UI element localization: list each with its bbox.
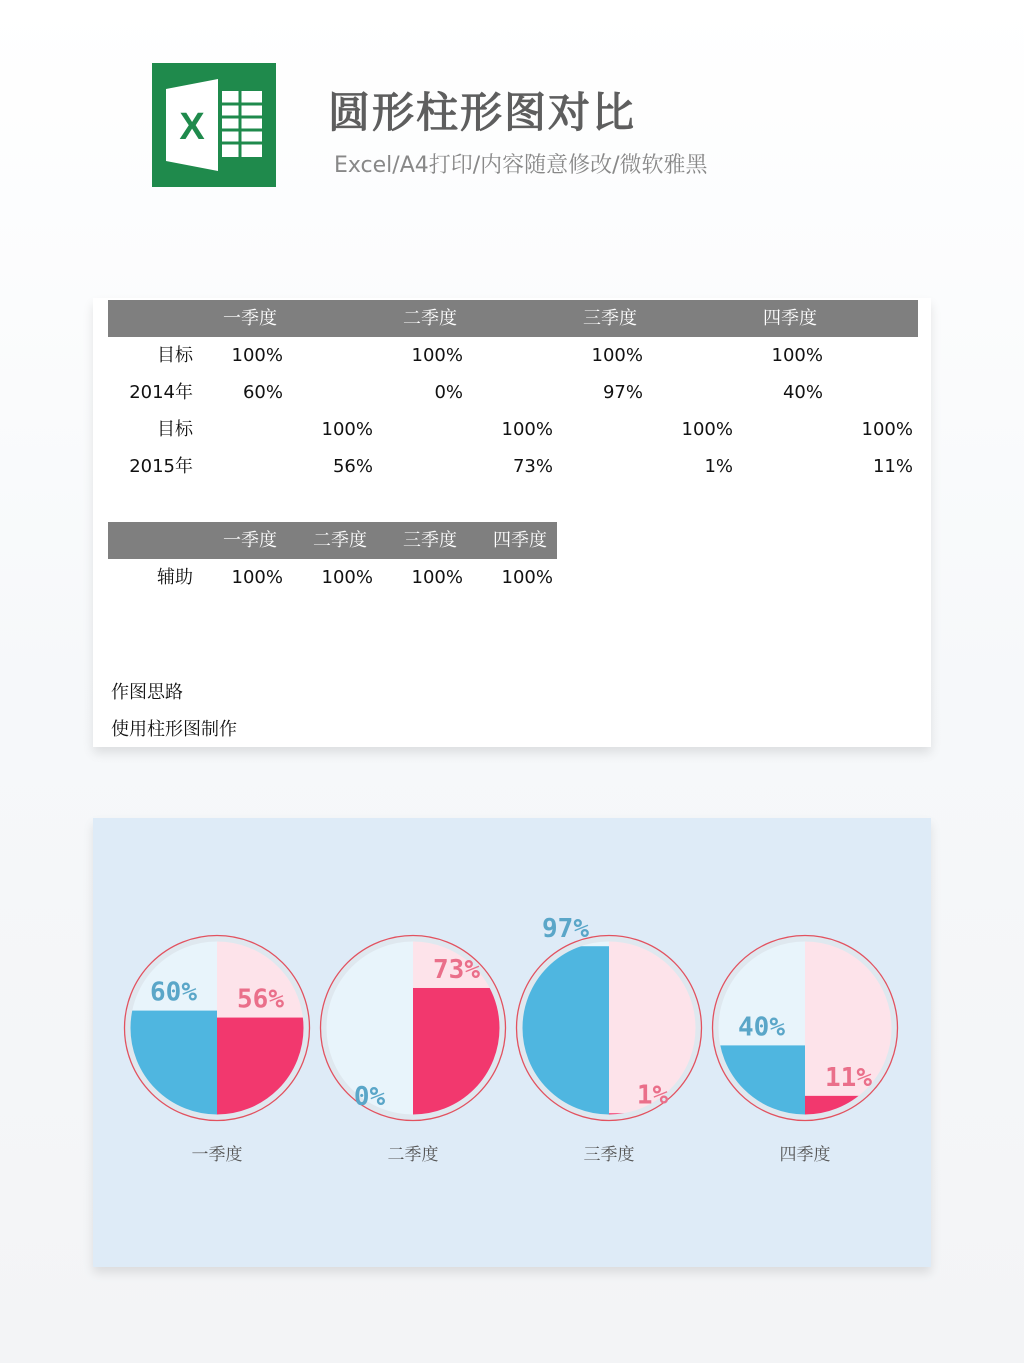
table1-cell[interactable]: 100% <box>231 345 283 366</box>
table1-cell[interactable]: 11% <box>872 456 913 477</box>
table1-header-q2[interactable]: 二季度 <box>403 308 457 329</box>
table1-row-label[interactable]: 目标 <box>157 419 193 440</box>
table1-cell[interactable]: 100% <box>681 419 733 440</box>
table1-cell[interactable]: 100% <box>861 419 913 440</box>
page-title: 圆形柱形图对比 <box>328 88 637 137</box>
data-label-2014: 0% <box>353 1082 386 1112</box>
data-label-2014: 40% <box>738 1012 785 1043</box>
category-label: 三季度 <box>583 1145 635 1165</box>
pie-group-3 <box>522 941 696 1115</box>
table1-cell[interactable]: 100% <box>411 345 463 366</box>
category-label: 四季度 <box>779 1145 831 1165</box>
table1-cell[interactable]: 100% <box>321 419 373 440</box>
notes-text: 使用柱形图制作 <box>111 719 237 740</box>
data-table-card <box>93 298 931 747</box>
table2-cell[interactable]: 100% <box>321 567 373 588</box>
table1-row-label[interactable]: 目标 <box>157 345 193 366</box>
table2-header-q2[interactable]: 二季度 <box>313 530 367 551</box>
table1-cell[interactable]: 100% <box>591 345 643 366</box>
pie-group-1 <box>130 941 304 1115</box>
table1-cell[interactable]: 97% <box>602 382 643 403</box>
table2-cell[interactable]: 100% <box>501 567 553 588</box>
logo-letter: X <box>179 106 205 148</box>
table2-cell[interactable]: 100% <box>411 567 463 588</box>
excel-logo-icon <box>152 63 276 187</box>
table1-cell[interactable]: 0% <box>434 382 463 403</box>
bar-2014[interactable] <box>130 1011 217 1115</box>
data-label-2015: 11% <box>825 1062 872 1093</box>
category-label: 二季度 <box>387 1145 439 1165</box>
bar-2015[interactable] <box>217 1018 304 1115</box>
table1-cell[interactable]: 100% <box>771 345 823 366</box>
data-label-2014: 97% <box>542 914 589 944</box>
page-subtitle: Excel/A4打印/内容随意修改/微软雅黑 <box>334 153 708 178</box>
notes-heading: 作图思路 <box>111 682 183 703</box>
table1-row-label[interactable]: 2015年 <box>129 456 193 477</box>
table1-cell[interactable]: 40% <box>782 382 823 403</box>
table2-header-q3[interactable]: 三季度 <box>403 530 457 551</box>
table1-row-label[interactable]: 2014年 <box>129 382 193 403</box>
table1-cell[interactable]: 73% <box>512 456 553 477</box>
table2-cell[interactable]: 100% <box>231 567 283 588</box>
table1-cell[interactable]: 56% <box>332 456 373 477</box>
data-label-2015: 1% <box>636 1080 669 1111</box>
table1-header-q3[interactable]: 三季度 <box>583 308 637 329</box>
table1-cell[interactable]: 60% <box>242 382 283 403</box>
data-label-2015: 73% <box>433 954 480 985</box>
bar-2015[interactable] <box>413 988 500 1115</box>
table1-cell[interactable]: 1% <box>704 456 733 477</box>
table2-row-label[interactable]: 辅助 <box>157 567 193 588</box>
circular-bar-chart <box>93 818 931 1267</box>
table2-header-q4[interactable]: 四季度 <box>493 530 547 551</box>
category-label: 一季度 <box>191 1145 243 1165</box>
table2-header-q1[interactable]: 一季度 <box>223 530 277 551</box>
data-label-2015: 56% <box>237 984 284 1015</box>
table1-header-q1[interactable]: 一季度 <box>223 308 277 329</box>
table1-cell[interactable]: 100% <box>501 419 553 440</box>
chart-panel <box>93 818 931 1267</box>
data-label-2014: 60% <box>150 977 197 1008</box>
table1-header-q4[interactable]: 四季度 <box>763 308 817 329</box>
